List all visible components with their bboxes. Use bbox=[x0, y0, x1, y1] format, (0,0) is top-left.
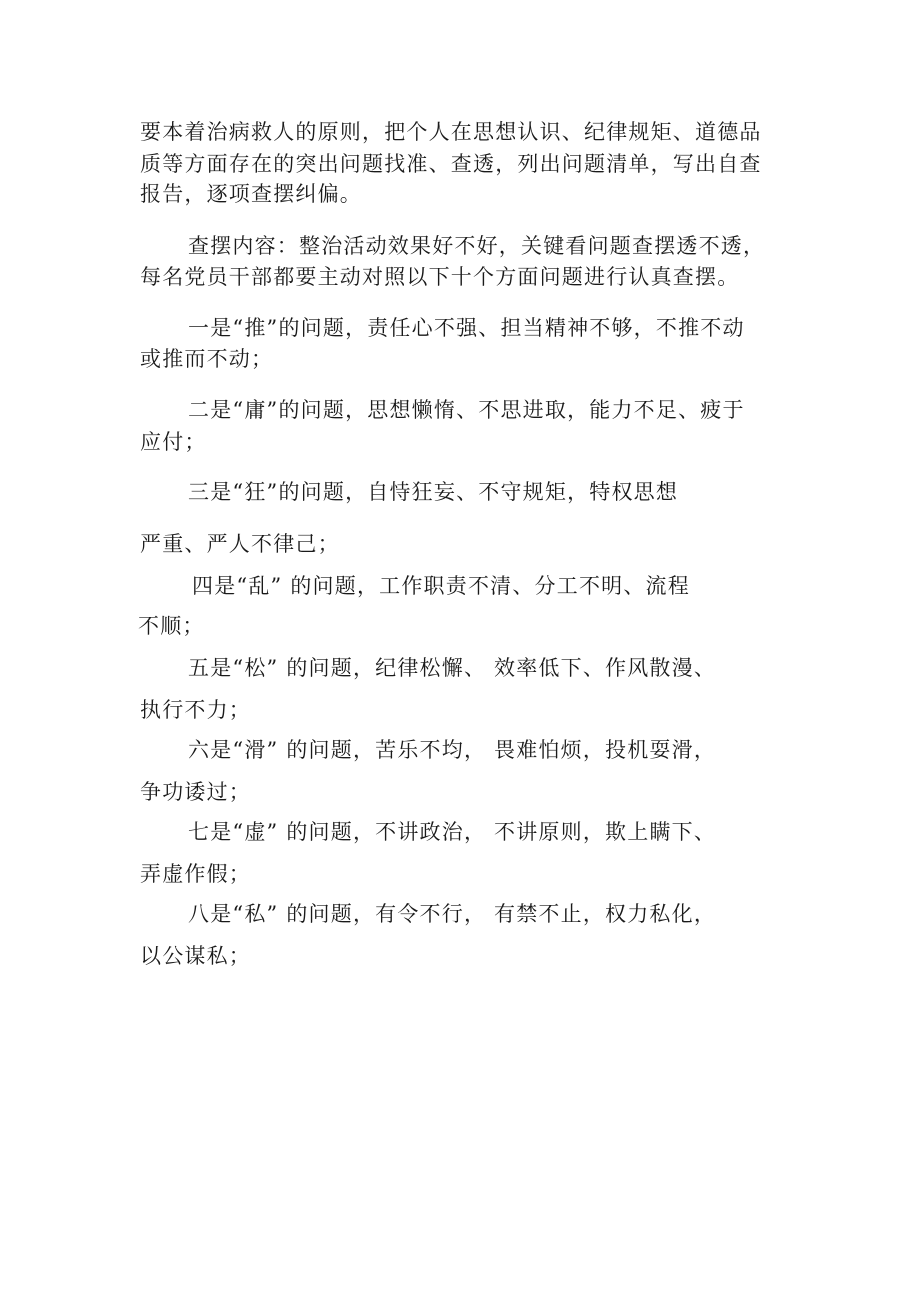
paragraph-2-line-1: 查摆内容：整治活动效果好不好，关键看问题查摆透不透， bbox=[188, 234, 766, 258]
item-1-line-2: 或推而不动； bbox=[140, 347, 274, 371]
item-2-line-1: 二是“庸”的问题，思想懒惰、不思进取，能力不足、疲于 bbox=[188, 398, 745, 422]
paragraph-1-line-3: 报告，逐项查摆纠偏。 bbox=[140, 182, 362, 206]
paragraph-2-line-2: 每名党员干部都要主动对照以下十个方面问题进行认真查摆。 bbox=[140, 265, 740, 289]
item-3-line-1: 三是“狂”的问题，自恃狂妄、不守规矩，特权思想 bbox=[188, 480, 679, 504]
item-8-line-1: 八是“私” 的问题，有令不行， 有禁不止，权力私化， bbox=[188, 902, 717, 926]
item-8-line-2: 以公谋私； bbox=[140, 944, 251, 968]
item-2-line-2: 应付； bbox=[140, 430, 207, 454]
item-5-line-1: 五是“松” 的问题，纪律松懈、 效率低下、作风散漫、 bbox=[188, 656, 717, 680]
item-3-line-2: 严重、严人不律己； bbox=[140, 532, 340, 556]
item-4-line-2: 不顺； bbox=[138, 614, 205, 638]
item-6-line-2: 争功诿过； bbox=[140, 780, 251, 804]
item-4-line-1: 四是“乱” 的问题，工作职责不清、分工不明、流程 bbox=[192, 574, 690, 598]
item-7-line-2: 弄虚作假； bbox=[140, 862, 251, 886]
item-7-line-1: 七是“虚” 的问题，不讲政治， 不讲原则，欺上瞒下、 bbox=[188, 820, 717, 844]
item-1-line-1: 一是“推”的问题，责任心不强、担当精神不够，不推不动 bbox=[188, 316, 745, 340]
paragraph-1-line-1: 要本着治病救人的原则，把个人在思想认识、纪律规矩、道德品 bbox=[140, 120, 762, 144]
paragraph-1-line-2: 质等方面存在的突出问题找准、查透，列出问题清单，写出自查 bbox=[140, 152, 762, 176]
item-5-line-2: 执行不力； bbox=[140, 698, 251, 722]
item-6-line-1: 六是“滑” 的问题，苦乐不均， 畏难怕烦，投机耍滑， bbox=[188, 738, 717, 762]
